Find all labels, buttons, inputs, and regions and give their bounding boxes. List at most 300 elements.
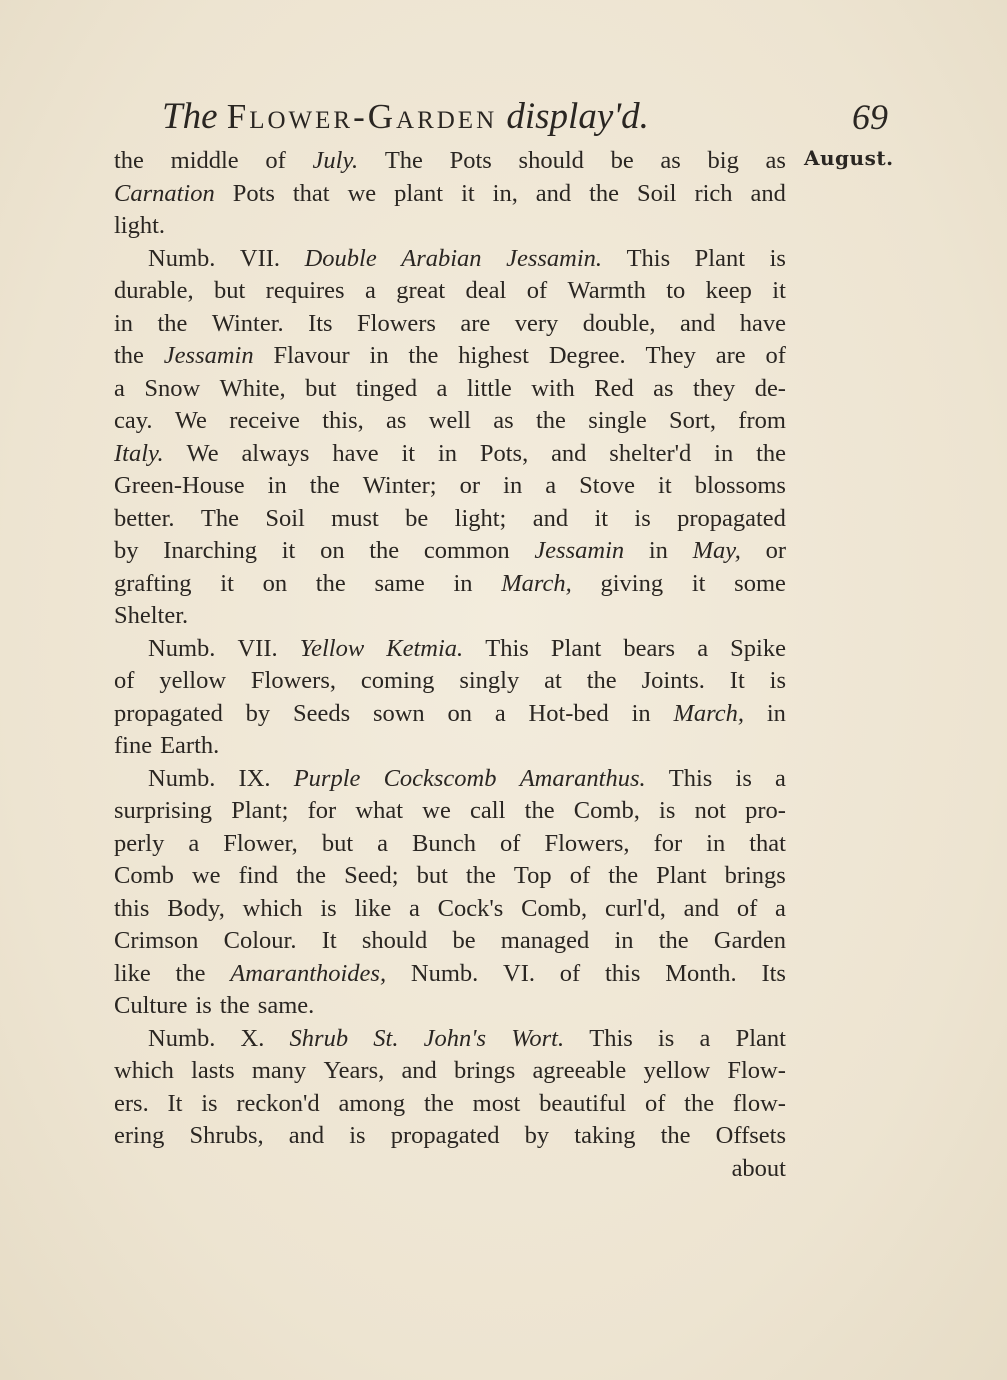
text-line [114,795,786,828]
word: and [750,179,786,207]
word: that [292,179,330,207]
word: March, [673,699,745,727]
text-line [114,665,786,698]
word: it [594,504,609,532]
word: and [551,439,587,467]
word: the [660,1122,691,1149]
word: ers. [114,1089,149,1117]
word: highest [458,342,529,369]
word: with [531,374,575,402]
word: the [608,862,639,889]
word: great [396,277,446,304]
word: cay. [114,407,153,434]
word: Jessamin [534,537,625,564]
word: is [735,764,752,792]
word: surprising [114,797,212,824]
word: the [157,309,188,337]
word: in, [492,179,518,207]
word: the [408,342,439,369]
word: de- [754,374,786,402]
word: plant [394,179,444,207]
word: this, [322,407,364,434]
word: Comb, [573,797,640,824]
word: Numb. [148,244,216,272]
word: have [739,309,786,337]
word: of [526,277,548,304]
word: is [201,1089,218,1117]
word: but [213,277,246,304]
word: common [423,537,510,564]
word: Top [513,862,552,889]
word: shelter'd [609,439,692,467]
word: propagated [114,699,223,727]
word: They [645,342,696,369]
text-line [114,990,786,1023]
word: Numb. [410,959,479,987]
word: propagated [390,1122,500,1149]
word: Spike [730,634,786,662]
word: a [699,1024,711,1052]
word: in [614,927,634,954]
text-line [114,178,786,211]
word: pro- [745,797,786,824]
word: Cock's [437,894,504,922]
word: Winter. [211,309,284,337]
word: yellow [643,1057,711,1084]
word: blossoms [694,472,786,499]
word: should [518,147,584,174]
word: lasts [191,1057,235,1084]
word: Plant [735,1024,786,1052]
word: are [460,309,491,337]
word: and [683,894,720,922]
word: the [315,569,346,597]
word: it [220,569,234,597]
word: the [756,439,786,467]
text-line [114,275,786,308]
word: singly [459,667,520,694]
word: but [321,829,354,857]
word: in [706,829,726,857]
word: this [605,959,641,987]
word: in [503,472,523,499]
word: Flowers, [250,667,336,694]
word: Green-House [114,472,245,499]
word: the [309,472,340,499]
word: same. [257,992,315,1019]
word: giving [600,569,664,597]
word: on [320,537,345,564]
word: ering [114,1122,165,1149]
word: of [265,147,286,174]
word: that [749,829,786,857]
word: Double [304,244,377,272]
word: about [731,1154,786,1182]
header-displayd: display'd. [506,96,649,137]
word: Plant; [231,797,289,824]
word: it [658,472,672,499]
word: Month. [665,959,737,987]
word: Shrubs, [189,1122,264,1149]
word: the [114,147,144,174]
word: Shelter. [114,602,189,629]
word: in [369,342,389,369]
word: requires [265,277,345,304]
text-line [114,958,786,991]
word: We [174,407,207,434]
word: Flow- [727,1057,786,1084]
word: perly [114,829,165,857]
word: March, [501,569,572,597]
word: light. [114,212,166,239]
word: the [219,992,250,1019]
text-line [114,1120,786,1153]
word: Comb [114,862,174,889]
word: IX. [238,764,271,792]
word: by [524,1122,550,1149]
word: single [588,407,647,434]
word: be [452,927,476,954]
word: Joints. [641,667,705,694]
word: The [200,504,239,532]
page-number: 69 [852,97,888,137]
word: Hot-bed [528,699,609,727]
text-line [114,470,786,503]
word: as [765,147,786,174]
word: is [658,1024,675,1052]
word: we [191,862,221,889]
word: It [729,667,745,694]
word: of [500,829,521,857]
word: Amaranthoides, [230,959,387,987]
text-line [114,893,786,926]
word: Culture [114,992,188,1019]
text-line [114,243,786,276]
word: fine [114,732,153,759]
word: durable, [114,277,194,304]
word: yellow [159,667,227,694]
word: Cockscomb [383,764,497,792]
word: Garden [713,927,786,954]
word: This [626,244,671,272]
word: some [734,569,786,597]
word: Arabian [401,244,482,272]
word: on [447,699,472,727]
word: at [544,667,562,694]
word: among [338,1089,406,1117]
word: the [658,927,689,954]
margin-month-note: August. [804,146,894,170]
word: May, [692,537,741,564]
word: Plant [550,634,602,662]
word: in [267,472,287,499]
word: curl'd, [604,894,666,922]
word: like [114,959,151,987]
word: is [195,992,212,1019]
word: is [769,667,786,694]
word: it [401,439,416,467]
word: Ketmia. [386,634,464,662]
word: a [436,374,448,402]
word: Earth. [160,732,220,759]
word: call [470,797,506,824]
word: agreeable [532,1057,627,1084]
word: St. [373,1024,399,1052]
word: the [589,179,620,207]
text-line [114,535,786,568]
text-line [114,1088,786,1121]
word: most [472,1089,521,1117]
word: for [307,797,337,824]
word: Degree. [548,342,626,369]
word: grafting [114,569,192,597]
word: beautiful [539,1089,627,1117]
word: receive [229,407,300,434]
word: Pots [449,147,492,174]
word: Plant [694,244,746,272]
header-the: The [162,96,218,137]
word: or [765,537,786,564]
word: Inarching [163,537,258,564]
word: Purple [293,764,361,792]
word: brings [454,1057,516,1084]
text-line [114,730,786,763]
word: is [769,244,786,272]
word: like [354,894,392,922]
word: Snow [144,374,201,402]
word: the [369,537,400,564]
word: the [423,1089,454,1117]
word: of [114,667,135,694]
text-line [114,308,786,341]
word: should [361,927,428,954]
word: in [648,537,668,564]
word: VI. [503,959,536,987]
word: middle [170,147,239,174]
word: Wort. [511,1024,565,1052]
word: better. [114,504,175,532]
word: for [653,829,683,857]
word: Flowers, [544,829,630,857]
word: It [321,927,337,954]
word: Its [308,309,333,337]
word: Body, [167,894,225,922]
word: Years, [323,1057,385,1084]
word: Winter; [362,472,437,499]
word: bears [623,634,676,662]
word: this [114,894,150,922]
word: It [167,1089,183,1117]
word: Crimson [114,927,199,954]
word: Sort, [669,407,716,434]
word: a [775,894,786,922]
word: a [494,699,506,727]
word: to [666,277,686,304]
word: a [409,894,420,922]
word: VII. [239,244,281,272]
word: This [668,764,713,792]
word: it [772,277,786,304]
word: Shrub [289,1024,349,1052]
text-line [114,568,786,601]
word: the [535,407,566,434]
word: Numb. [148,1024,216,1052]
word: White, [219,374,286,402]
word: Pots, [479,439,529,467]
word: in [766,699,786,727]
word: Stove [579,472,635,499]
word: they [693,374,736,402]
word: is [634,504,651,532]
word: Soil [265,504,305,532]
text-line [114,633,786,666]
word: very [514,309,559,337]
word: as [386,407,407,434]
word: the [465,862,496,889]
word: and [288,1122,325,1149]
word: a [377,829,389,857]
word: Flavour [273,342,350,369]
word: keep [705,277,752,304]
word: and [401,1057,437,1084]
word: Numb. [148,764,216,792]
word: is [320,894,337,922]
word: flow- [732,1089,786,1117]
word: Flowers [357,309,436,337]
word: have [332,439,379,467]
text-line [114,763,786,796]
word: and [679,309,716,337]
word: Jessamin [163,342,254,369]
word: same [374,569,425,597]
word: double, [582,309,656,337]
text-line [114,438,786,471]
word: are [715,342,746,369]
word: a [545,472,557,499]
word: which [114,1057,174,1084]
word: in [714,439,734,467]
word: X. [240,1024,265,1052]
word: a [775,764,786,792]
text-line [114,860,786,893]
word: in [631,699,651,727]
word: as [493,407,514,434]
word: big [707,147,739,174]
text-line [114,1055,786,1088]
word: from [738,407,786,434]
word: of [765,342,786,369]
word: the [586,667,617,694]
word: sown [372,699,425,727]
word: July. [312,147,359,174]
word: brings [724,862,786,889]
word: Colour. [223,927,297,954]
word: Seeds [292,699,351,727]
running-header [162,92,892,142]
word: in [437,439,457,467]
word: the [175,959,206,987]
word: well [428,407,471,434]
word: is [659,797,676,824]
header-flower-garden: Flower-Garden [226,97,498,136]
word: little [466,374,512,402]
word: find [238,862,279,889]
word: This [485,634,529,662]
word: of [569,862,591,889]
word: Soil [637,179,677,207]
word: by [245,699,271,727]
text-line [114,1153,786,1186]
word: The [384,147,423,174]
word: always [241,439,310,467]
word: Flower, [223,829,298,857]
word: and [532,504,569,532]
word: of [644,1089,666,1117]
word: Italy. [114,439,164,467]
word: Yellow [299,634,365,662]
word: or [459,472,481,499]
word: is [349,1122,366,1149]
word: a [114,374,125,402]
word: be [405,504,429,532]
text-line [114,698,786,731]
word: but [416,862,448,889]
word: it [691,569,706,597]
word: Numb. [148,634,216,662]
word: the [296,862,327,889]
word: of [736,894,758,922]
word: by [114,537,139,564]
word: Amaranthus. [519,764,646,792]
word: taking [574,1122,636,1149]
word: the [114,342,144,369]
text-line [114,210,786,243]
word: must [331,504,379,532]
word: we [422,797,451,824]
word: in [453,569,473,597]
word: propagated [677,504,786,532]
text-line [114,503,786,536]
word: John's [423,1024,487,1052]
body-text [114,145,786,1185]
word: Pots [232,179,275,207]
word: managed [500,927,590,954]
word: in [114,309,134,337]
text-line [114,925,786,958]
word: Plant [656,862,707,889]
word: which [242,894,303,922]
word: and [535,179,572,207]
text-line [114,828,786,861]
word: tinged [355,374,418,402]
word: Jessamin. [506,244,603,272]
word: Offsets [715,1122,786,1149]
word: light; [454,504,507,532]
word: be [610,147,634,174]
word: the [524,797,555,824]
word: on [262,569,288,597]
word: We [186,439,219,467]
text-line [114,405,786,438]
word: Red [594,374,634,402]
word: we [347,179,377,207]
word: it [461,179,475,207]
word: a [188,829,200,857]
word: Comb, [521,894,588,922]
word: Seed; [344,862,399,889]
word: as [660,147,681,174]
word: but [305,374,337,402]
